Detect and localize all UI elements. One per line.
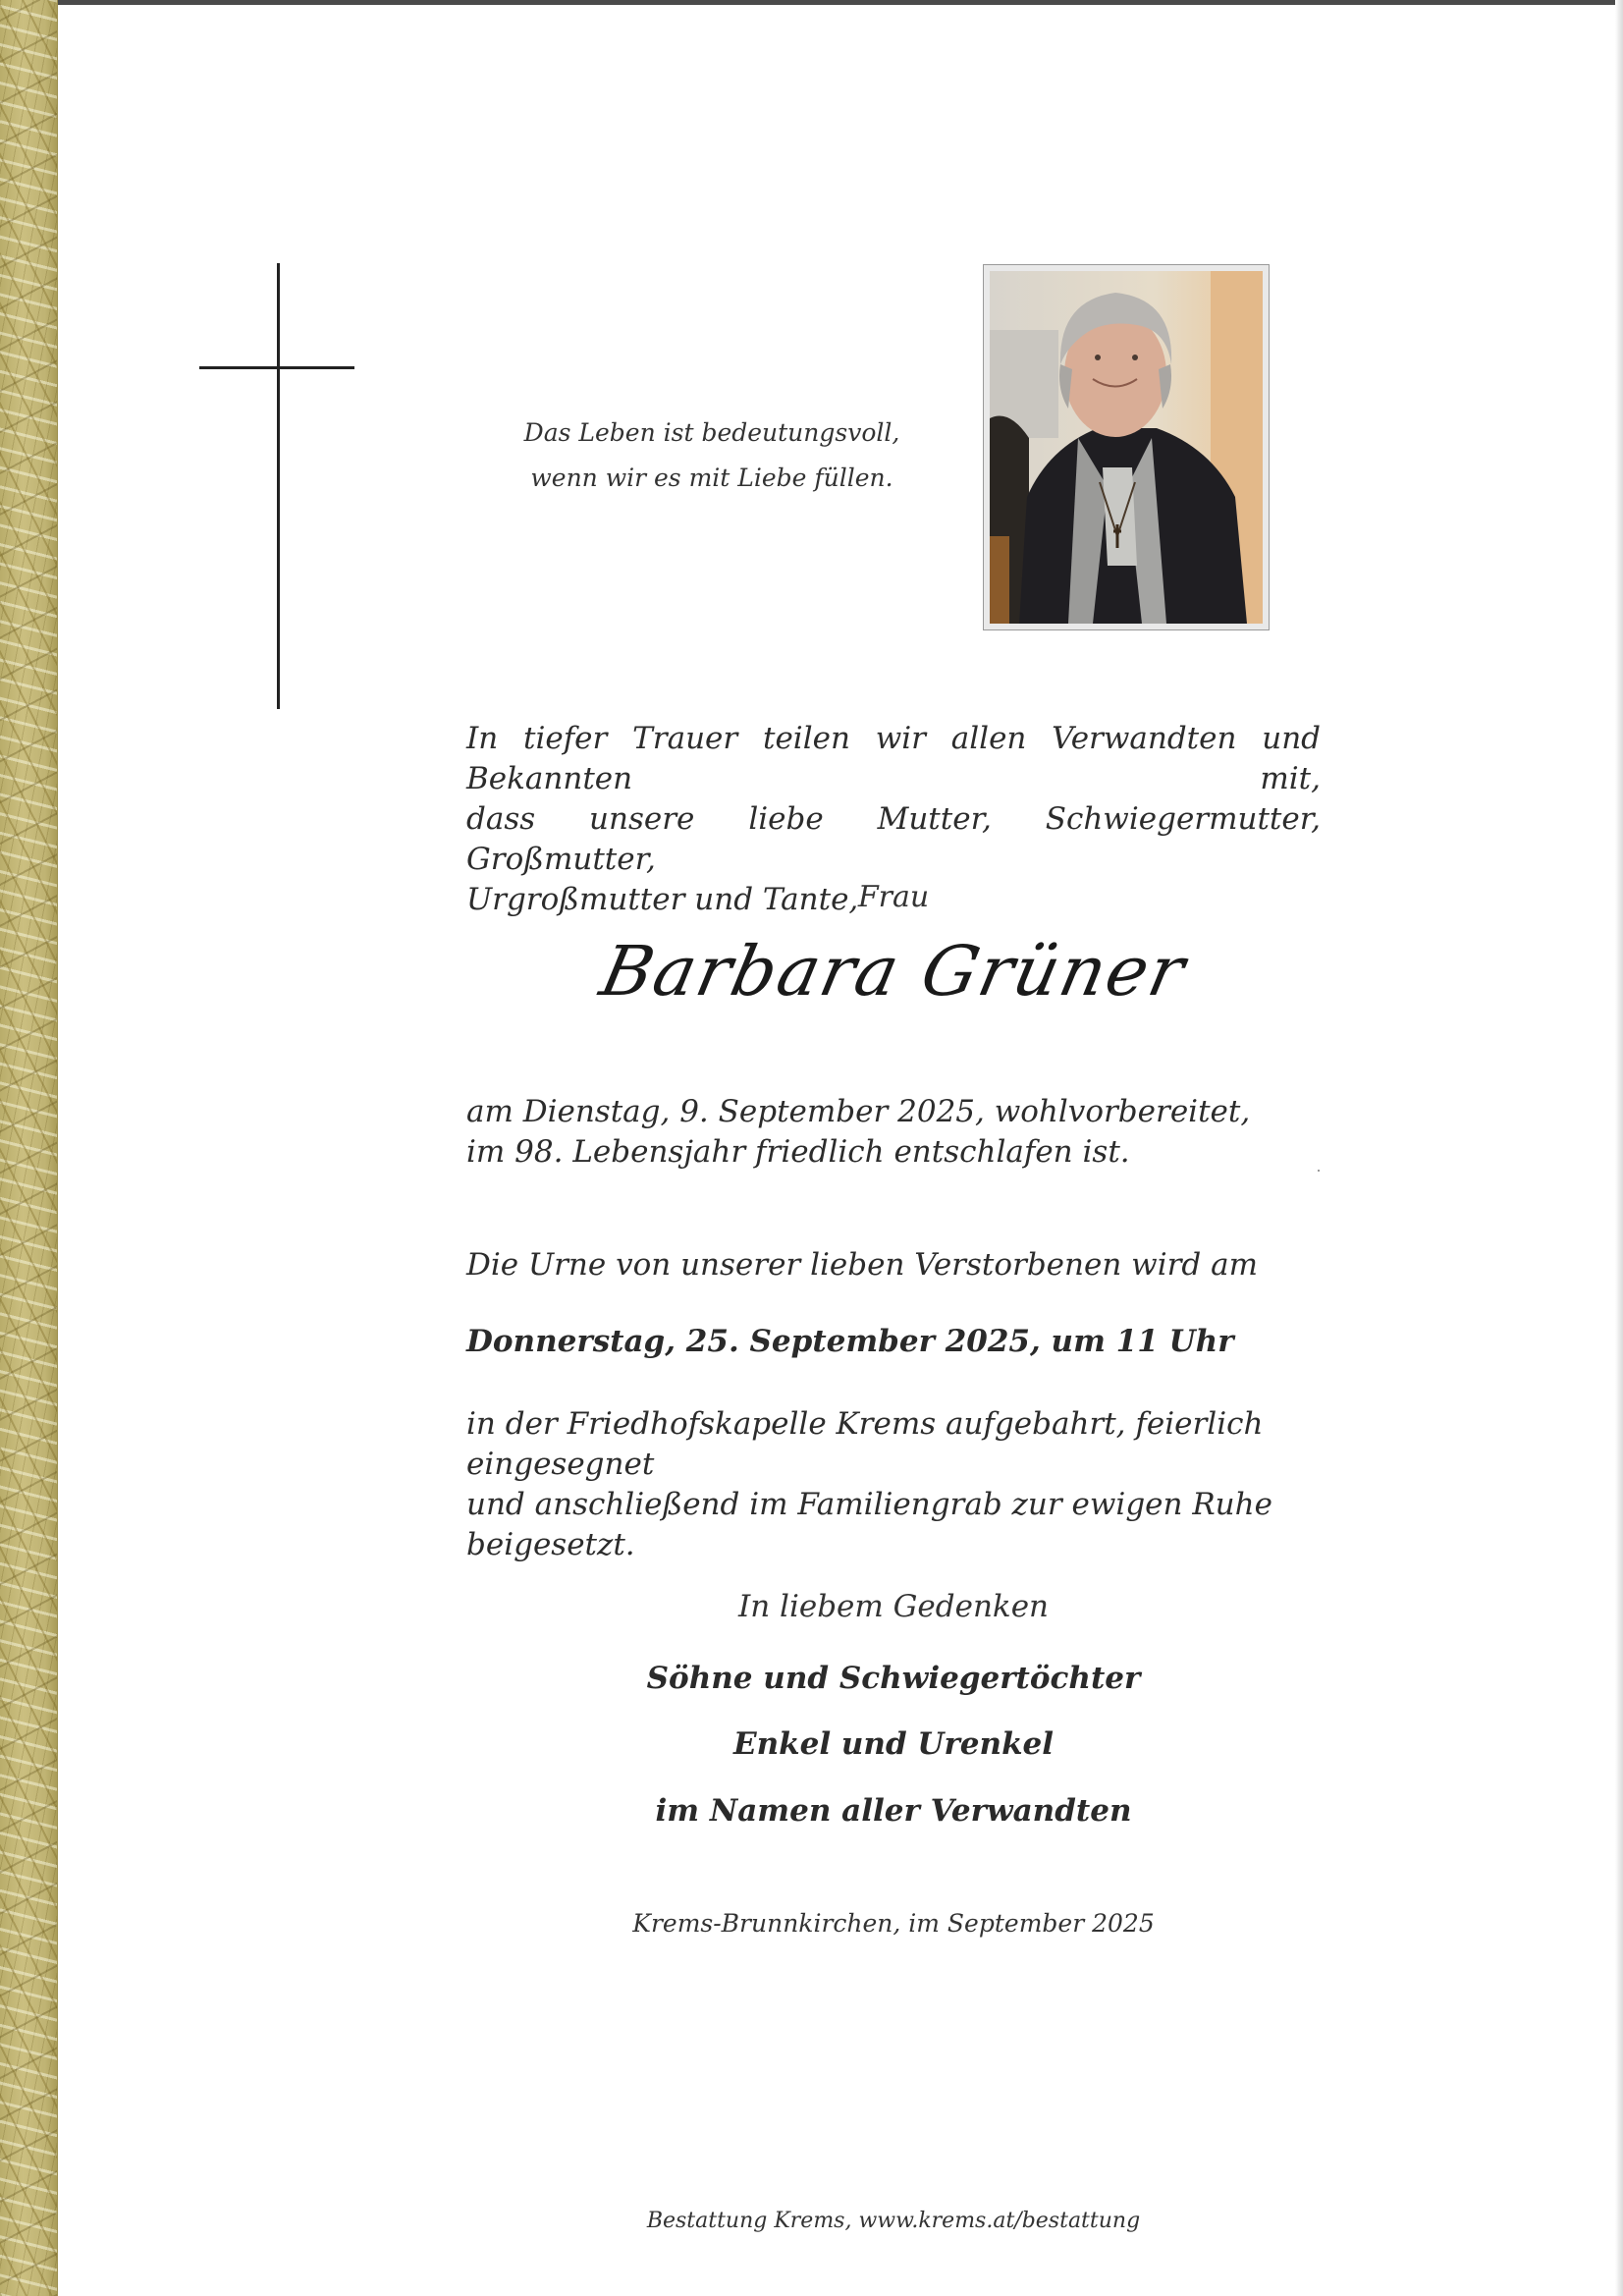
death-notice-line-2: im 98. Lebensjahr friedlich entschlafen ist. — [466, 1134, 1130, 1170]
death-notice-line-1: am Dienstag, 9. September 2025, wohlvorbereitet, — [466, 1094, 1251, 1129]
funeral-ceremony-line-2: und anschließend im Familiengrab zur ewigen Ruhe beigesetzt. — [466, 1487, 1272, 1562]
funeral-ceremony-line-1: in der Friedhofskapelle Krems aufgebahrt, feierlich eingesegnet — [466, 1406, 1264, 1482]
page-edge-shadow — [1615, 0, 1623, 2296]
motto-line-1: Das Leben ist bedeutungsvoll, — [523, 418, 900, 447]
motto — [491, 410, 933, 501]
closing-greeting: In liebem Gedenken — [737, 1589, 1050, 1624]
motto-line-2: wenn wir es mit Liebe füllen. — [530, 464, 893, 492]
cross-horizontal-bar — [199, 366, 354, 369]
decorative-gold-band — [0, 0, 58, 2296]
salutation: Frau — [857, 880, 930, 914]
announcement-line-2: dass unsere liebe Mutter, Schwiegermutter, Großmutter, — [466, 801, 1321, 877]
funeral-intro: Die Urne von unserer lieben Verstorbenen wird am — [466, 1247, 1258, 1283]
scan-speck — [1318, 1170, 1320, 1172]
place-date: Krems-Brunnkirchen, im September 2025 — [632, 1909, 1155, 1938]
mourner-line-2: Enkel und Urenkel — [732, 1726, 1055, 1762]
footer-imprint: Bestattung Krems, www.krems.at/bestattung — [646, 2209, 1141, 2233]
mourner-line-3: im Namen aller Verwandten — [655, 1793, 1132, 1829]
portrait-photo — [990, 271, 1263, 624]
mourner-line-1: Söhne und Schwiegertöchter — [646, 1661, 1141, 1696]
funeral-ceremony — [466, 1404, 1321, 1565]
top-edge-rule — [0, 0, 1623, 5]
portrait-photo-frame — [983, 264, 1270, 630]
funeral-datetime: Donnerstag, 25. September 2025, um 11 Uhr — [466, 1324, 1234, 1359]
death-notice — [466, 1092, 1321, 1173]
cross-vertical-bar — [277, 263, 280, 709]
deceased-name: Barbara Grüner — [593, 931, 1194, 1011]
announcement-line-1: In tiefer Trauer teilen wir allen Verwandten und Bekannten mit, — [466, 721, 1321, 796]
announcement-line-3: Urgroßmutter und Tante, — [466, 882, 859, 917]
